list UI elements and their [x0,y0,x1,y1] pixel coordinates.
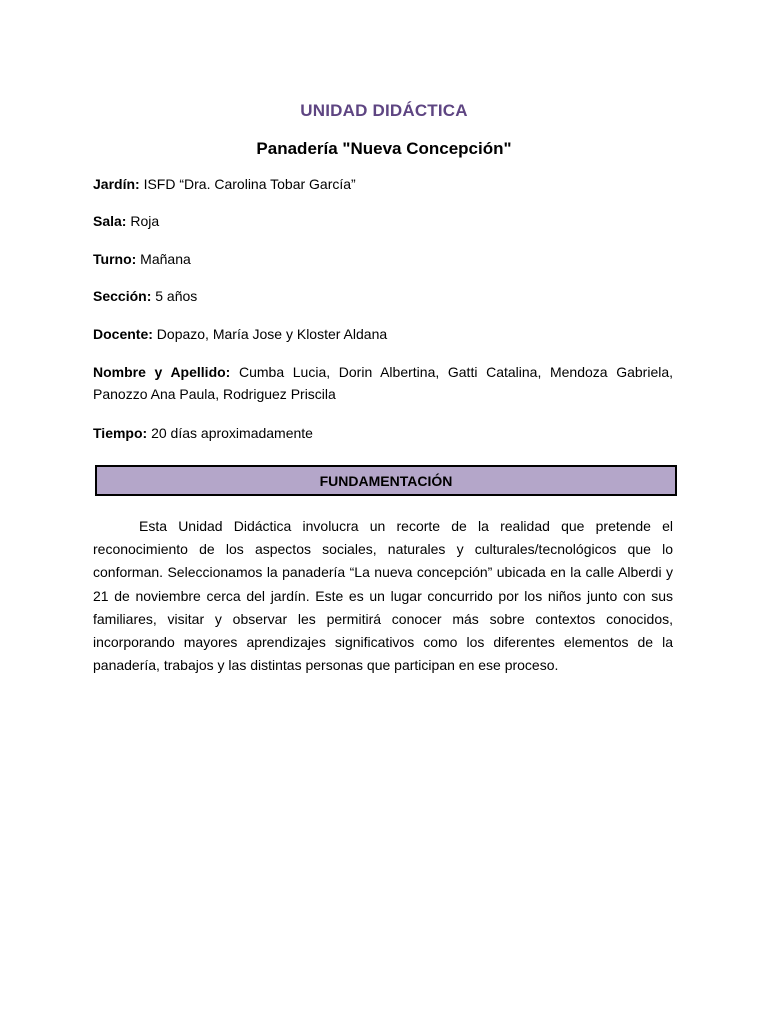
field-tiempo [93,422,673,444]
field-value: Mañana [140,251,191,267]
field-label: Tiempo: [93,425,148,441]
field-jardin [93,173,673,195]
field-turno [93,248,673,270]
field-value: Roja [130,213,160,229]
document-subtitle: Panadería "Nueva Concepción" [256,139,512,158]
field-value: Dopazo, María Jose y Kloster Aldana [156,326,388,342]
field-value: 20 días aproximadamente [151,425,313,441]
field-label: Sala: [93,213,127,229]
section-body-paragraph: Esta Unidad Didáctica involucra un recorte de la realidad que pretende el reconocimiento de los aspectos sociales, naturales y culturales/tecnológicos que lo conforman. Seleccionamos la panadería “La nueva concepción” ubicada en la calle Alberdi y 21 de noviembre cerca del jardín. Este es un lugar concurrido por los niños junto con sus familiares, visitar y observar les permitirá conocer más sobre contextos conocidos, incorporando mayores aprendizajes significativos como los diferentes elementos de la panadería, trabajos y las distintas personas que participan en ese proceso. [93,518,673,674]
field-label: Jardín: [93,176,140,192]
field-label: Turno: [93,251,137,267]
field-label: Nombre y Apellido: [93,364,231,380]
field-seccion [93,285,673,307]
field-label: Docente: [93,326,153,342]
section-heading-box [95,465,677,496]
field-docente [93,323,673,345]
field-nombre-apellido [93,361,673,405]
field-sala [93,210,673,232]
section-heading: FUNDAMENTACIÓN [319,472,453,489]
field-value: Cumba Lucia, Dorin Albertina, Gatti Catalina, Mendoza Gabriela, Panozzo Ana Paula, Rodriguez Priscila [93,364,674,402]
document-title: UNIDAD DIDÁCTICA [300,101,468,120]
field-label: Sección: [93,288,152,304]
field-value: 5 años [155,288,198,304]
field-value: ISFD “Dra. Carolina Tobar García” [143,176,356,192]
